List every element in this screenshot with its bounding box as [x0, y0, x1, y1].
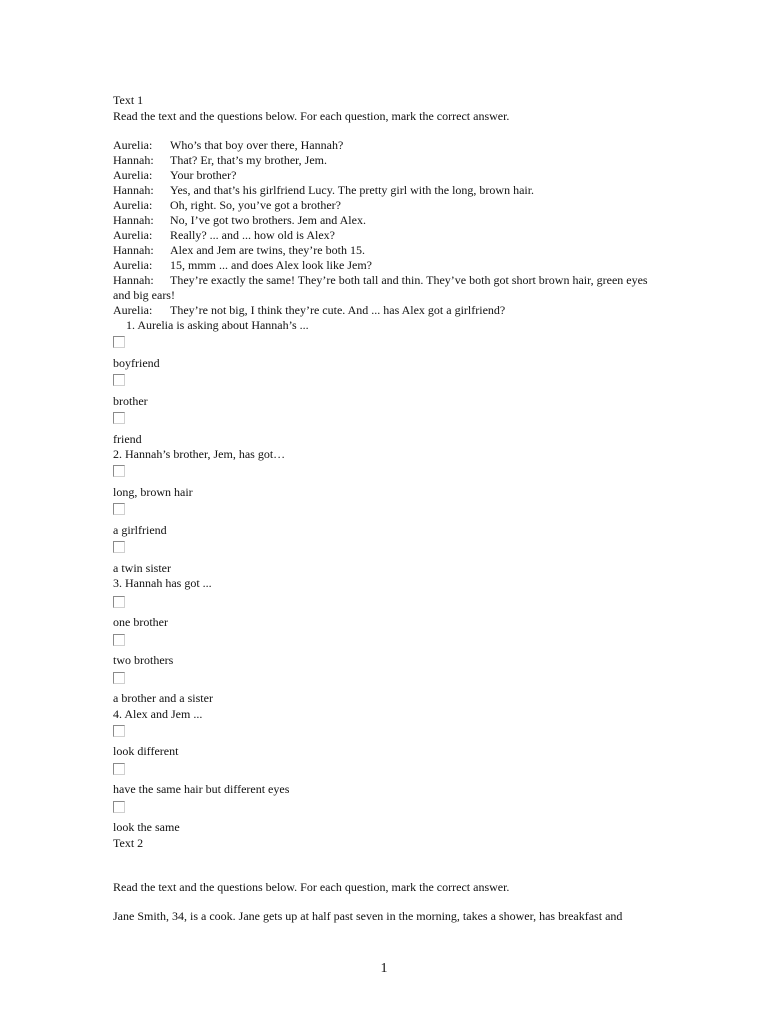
speaker: Hannah:	[113, 243, 154, 257]
answer-checkbox[interactable]	[113, 465, 125, 477]
answer-option-label: friend	[113, 432, 142, 446]
text2-title: Text 2	[113, 836, 144, 850]
dialogue-line	[113, 258, 658, 273]
answer-checkbox[interactable]	[113, 596, 125, 608]
answer-checkbox[interactable]	[113, 503, 125, 515]
answer-checkbox[interactable]	[113, 634, 125, 646]
answer-checkbox[interactable]	[113, 374, 125, 386]
answer-option-label: two brothers	[113, 653, 174, 667]
dialogue-line	[113, 273, 658, 303]
answer-checkbox[interactable]	[113, 541, 125, 553]
dialogue-line	[113, 303, 658, 318]
answer-option-label: look the same	[113, 820, 180, 834]
dialogue-line	[113, 198, 658, 213]
page-number: 1	[380, 961, 388, 976]
speaker: Aurelia:	[113, 258, 153, 272]
speaker: Aurelia:	[113, 228, 153, 242]
text1-instructions: Read the text and the questions below. For each question, mark the correct answer.	[113, 109, 510, 123]
answer-checkbox[interactable]	[113, 412, 125, 424]
answer-option-label: long, brown hair	[113, 485, 193, 499]
speaker: Hannah:	[113, 153, 154, 167]
dialogue-text: They’re exactly the same! They’re both tall and thin. They’ve both got short brown hair, green eyes and big ears!	[113, 273, 648, 302]
dialogue-text: No, I’ve got two brothers. Jem and Alex.	[170, 213, 366, 227]
dialogue-line	[113, 243, 658, 258]
dialogue-line	[113, 138, 658, 153]
dialogue-text: Your brother?	[170, 168, 237, 182]
answer-option-label: have the same hair but different eyes	[113, 782, 290, 796]
dialogue-text: Alex and Jem are twins, they’re both 15.	[170, 243, 365, 257]
answer-option-label: brother	[113, 394, 148, 408]
answer-checkbox[interactable]	[113, 801, 125, 813]
dialogue-line	[113, 213, 658, 228]
speaker: Hannah:	[113, 183, 154, 197]
speaker: Aurelia:	[113, 198, 153, 212]
answer-option-label: look different	[113, 744, 179, 758]
answer-checkbox[interactable]	[113, 336, 125, 348]
dialogue-text: Who’s that boy over there, Hannah?	[170, 138, 344, 152]
question-prompt: 4. Alex and Jem ...	[113, 707, 203, 721]
answer-checkbox[interactable]	[113, 763, 125, 775]
answer-option-label: a twin sister	[113, 561, 171, 575]
dialogue-line	[113, 183, 658, 198]
speaker: Aurelia:	[113, 168, 153, 182]
dialogue-text: Yes, and that’s his girlfriend Lucy. The pretty girl with the long, brown hair.	[170, 183, 535, 197]
answer-option-label: boyfriend	[113, 356, 160, 370]
dialogue-text: 15, mmm ... and does Alex look like Jem?	[170, 258, 372, 272]
speaker: Aurelia:	[113, 303, 153, 317]
question-prompt: 1. Aurelia is asking about Hannah’s ...	[126, 318, 309, 332]
dialogue-text: Oh, right. So, you’ve got a brother?	[170, 198, 341, 212]
dialogue-line	[113, 228, 658, 243]
dialogue-line	[113, 153, 658, 168]
answer-option-label: a brother and a sister	[113, 691, 213, 705]
dialogue-line	[113, 168, 658, 183]
speaker: Hannah:	[113, 273, 154, 287]
dialogue-text: Really? ... and ... how old is Alex?	[170, 228, 335, 242]
speaker: Aurelia:	[113, 138, 153, 152]
answer-option-label: a girlfriend	[113, 523, 167, 537]
question-prompt: 2. Hannah’s brother, Jem, has got…	[113, 447, 286, 461]
text2-instructions: Read the text and the questions below. For each question, mark the correct answer.	[113, 880, 510, 894]
dialogue-text: That? Er, that’s my brother, Jem.	[170, 153, 327, 167]
answer-checkbox[interactable]	[113, 672, 125, 684]
dialogue-text: They’re not big, I think they’re cute. And ... has Alex got a girlfriend?	[170, 303, 506, 317]
question-prompt: 3. Hannah has got ...	[113, 576, 212, 590]
text2-paragraph: Jane Smith, 34, is a cook. Jane gets up at half past seven in the morning, takes a shower, has breakfast and	[113, 909, 623, 923]
answer-checkbox[interactable]	[113, 725, 125, 737]
answer-option-label: one brother	[113, 615, 168, 629]
text1-title: Text 1	[113, 93, 144, 107]
speaker: Hannah:	[113, 213, 154, 227]
